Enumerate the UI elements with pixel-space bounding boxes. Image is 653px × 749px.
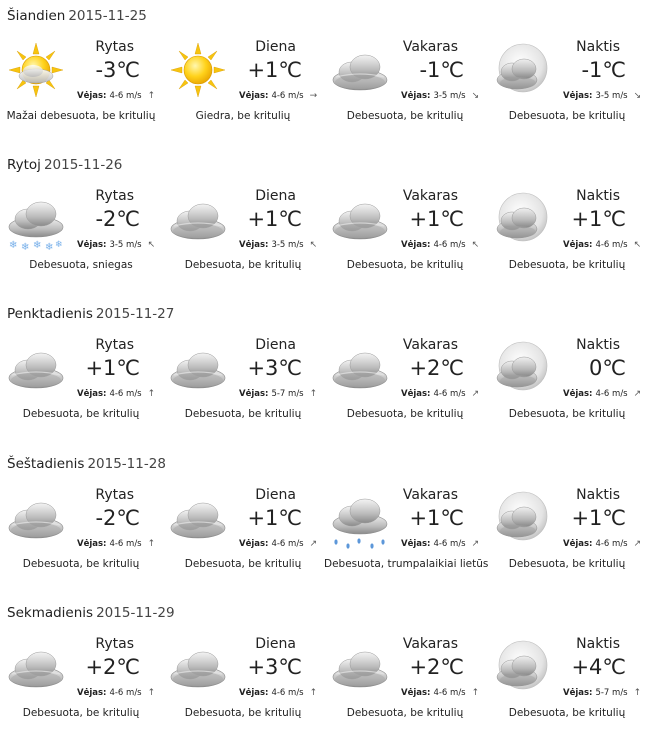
wind-direction-arrow-icon: ↑ (147, 389, 156, 399)
temperature: +1℃ (247, 506, 302, 530)
weather-description: Debesuota, be kritulių (184, 408, 302, 420)
wind-label: Vėjas: (563, 240, 593, 250)
cloud-icon (6, 488, 66, 548)
svg-text:❄: ❄ (21, 242, 30, 253)
forecast-period (324, 149, 486, 299)
svg-text:❄: ❄ (55, 240, 63, 250)
cloud-moon-icon (492, 189, 552, 249)
cloud-icon (168, 189, 228, 249)
period-name: Naktis (576, 39, 620, 55)
wind-speed: 3-5 m/s (595, 91, 628, 101)
forecast-period (0, 298, 162, 448)
day-name: Rytoj (7, 157, 41, 173)
svg-text:❄: ❄ (9, 240, 18, 251)
wind-speed: 4-6 m/s (433, 240, 466, 250)
wind-label: Vėjas: (77, 539, 107, 549)
wind-direction-arrow-icon: ↑ (147, 688, 156, 698)
period-name: Diena (255, 337, 296, 353)
wind-direction-arrow-icon: ↘ (471, 91, 480, 101)
wind-info (77, 688, 155, 698)
wind-speed: 4-6 m/s (595, 240, 628, 250)
wind-label: Vėjas: (77, 240, 107, 250)
cloud-icon (168, 338, 228, 398)
wind-label: Vėjas: (401, 240, 431, 250)
temperature: +1℃ (571, 506, 626, 530)
temperature: -3℃ (95, 58, 140, 82)
wind-info (401, 91, 479, 101)
wind-speed: 4-6 m/s (109, 688, 142, 698)
temperature: +4℃ (571, 655, 626, 679)
wind-direction-arrow-icon: ↗ (471, 539, 480, 549)
wind-speed: 4-6 m/s (433, 539, 466, 549)
wind-label: Vėjas: (401, 91, 431, 101)
temperature: +3℃ (247, 655, 302, 679)
period-name: Naktis (576, 337, 620, 353)
wind-direction-arrow-icon: ↗ (633, 539, 642, 549)
wind-info (401, 389, 479, 399)
day-section (0, 149, 653, 299)
forecast-period (324, 448, 489, 598)
cloud-icon (330, 637, 390, 697)
snow-cloud-icon (6, 193, 66, 253)
weather-description: Debesuota, be kritulių (508, 707, 626, 719)
day-section (0, 448, 653, 598)
wind-speed: 3-5 m/s (271, 240, 304, 250)
wind-info (401, 539, 479, 549)
wind-label: Vėjas: (77, 688, 107, 698)
wind-speed: 3-5 m/s (433, 91, 466, 101)
temperature: -1℃ (419, 58, 464, 82)
forecast-period (486, 298, 648, 448)
wind-speed: 4-6 m/s (433, 389, 466, 399)
forecast-period (162, 149, 324, 299)
weather-description: Mažai debesuota, be kritulių (6, 110, 156, 122)
wind-direction-arrow-icon: ↑ (633, 688, 642, 698)
weather-description: Debesuota, be kritulių (184, 259, 302, 271)
wind-info (77, 539, 155, 549)
wind-speed: 5-7 m/s (271, 389, 304, 399)
wind-info (563, 91, 641, 101)
wind-info (563, 539, 641, 549)
wind-info (239, 389, 317, 399)
wind-direction-arrow-icon: ↗ (471, 389, 480, 399)
forecast-period (162, 448, 324, 598)
weather-description: Debesuota, be kritulių (22, 408, 140, 420)
wind-speed: 3-5 m/s (109, 240, 142, 250)
period-name: Rytas (95, 487, 134, 503)
temperature: +2℃ (85, 655, 140, 679)
wind-speed: 4-6 m/s (271, 688, 304, 698)
day-section (0, 597, 653, 747)
weather-description: Debesuota, be kritulių (184, 558, 302, 570)
temperature: -2℃ (95, 506, 140, 530)
wind-info (563, 389, 641, 399)
day-date: 2015-11-27 (95, 306, 175, 322)
day-date: 2015-11-28 (87, 456, 166, 472)
cloud-icon (6, 338, 66, 398)
temperature: +2℃ (409, 356, 464, 380)
wind-label: Vėjas: (239, 539, 269, 549)
wind-speed: 4-6 m/s (109, 539, 142, 549)
cloud-moon-icon (492, 40, 552, 100)
day-section (0, 0, 653, 150)
temperature: -2℃ (95, 207, 140, 231)
wind-direction-arrow-icon: → (309, 91, 318, 101)
forecast-period (0, 448, 162, 598)
period-name: Diena (255, 636, 296, 652)
forecast-period (324, 298, 486, 448)
period-name: Rytas (95, 188, 134, 204)
wind-info (563, 688, 641, 698)
temperature: +3℃ (247, 356, 302, 380)
wind-direction-arrow-icon: ↗ (309, 539, 318, 549)
period-name: Vakaras (402, 337, 458, 353)
weather-description: Debesuota, be kritulių (508, 558, 626, 570)
cloud-icon (168, 637, 228, 697)
period-name: Diena (255, 39, 296, 55)
wind-direction-arrow-icon: ↖ (147, 240, 156, 250)
weather-description: Debesuota, be kritulių (346, 408, 464, 420)
weather-description: Debesuota, sniegas (29, 259, 133, 271)
weather-description: Debesuota, be kritulių (22, 558, 140, 570)
temperature: +1℃ (85, 356, 140, 380)
period-name: Vakaras (402, 188, 458, 204)
temperature: 0℃ (589, 356, 626, 380)
day-date: 2015-11-29 (96, 605, 175, 621)
wind-direction-arrow-icon: ↑ (471, 688, 480, 698)
period-name: Vakaras (402, 39, 458, 55)
period-name: Rytas (95, 337, 134, 353)
temperature: +2℃ (409, 655, 464, 679)
weather-description: Debesuota, be kritulių (508, 110, 626, 122)
day-name: Šiandien (7, 8, 66, 24)
wind-direction-arrow-icon: ↑ (309, 389, 318, 399)
wind-info (239, 240, 317, 250)
wind-label: Vėjas: (239, 389, 269, 399)
wind-speed: 4-6 m/s (433, 688, 466, 698)
day-section (0, 298, 653, 448)
forecast-period (324, 597, 486, 747)
forecast-period (486, 0, 648, 150)
wind-label: Vėjas: (401, 688, 431, 698)
wind-speed: 4-6 m/s (109, 91, 142, 101)
forecast-period (162, 298, 324, 448)
weather-description: Debesuota, trumpalaikiai lietūs (324, 558, 489, 570)
forecast-period (162, 0, 324, 150)
wind-info (401, 240, 479, 250)
cloud-moon-icon (492, 637, 552, 697)
forecast-period (162, 597, 324, 747)
weather-description: Debesuota, be kritulių (346, 259, 464, 271)
wind-label: Vėjas: (239, 91, 269, 101)
wind-info (77, 389, 155, 399)
cloud-moon-icon (492, 338, 552, 398)
day-date: 2015-11-25 (68, 8, 147, 24)
wind-speed: 4-6 m/s (271, 91, 304, 101)
temperature: -1℃ (581, 58, 626, 82)
wind-info (77, 240, 155, 250)
svg-text:❄: ❄ (45, 242, 54, 253)
wind-label: Vėjas: (239, 240, 269, 250)
cloud-moon-icon (492, 488, 552, 548)
rain-cloud-icon (330, 492, 390, 552)
wind-info (239, 539, 317, 549)
forecast-period (486, 149, 648, 299)
sun-icon (168, 40, 228, 100)
wind-info (239, 91, 317, 101)
wind-label: Vėjas: (77, 389, 107, 399)
wind-direction-arrow-icon: ↗ (633, 389, 642, 399)
weather-description: Debesuota, be kritulių (346, 110, 464, 122)
forecast-period (486, 448, 648, 598)
wind-label: Vėjas: (401, 389, 431, 399)
forecast-period (0, 597, 162, 747)
wind-speed: 4-6 m/s (109, 389, 142, 399)
wind-speed: 4-6 m/s (595, 539, 628, 549)
wind-direction-arrow-icon: ↖ (471, 240, 480, 250)
forecast-period (0, 149, 162, 299)
day-name: Sekmadienis (7, 605, 94, 621)
wind-label: Vėjas: (563, 688, 593, 698)
period-name: Naktis (576, 636, 620, 652)
wind-direction-arrow-icon: ↖ (309, 240, 318, 250)
temperature: +1℃ (247, 207, 302, 231)
day-date: 2015-11-26 (43, 157, 123, 173)
wind-direction-arrow-icon: ↑ (147, 91, 156, 101)
temperature: +1℃ (247, 58, 302, 82)
partly-cloudy-sun-icon (6, 40, 66, 100)
period-name: Vakaras (402, 487, 458, 503)
period-name: Rytas (95, 636, 134, 652)
cloud-icon (330, 40, 390, 100)
svg-text:❄: ❄ (33, 240, 42, 251)
weather-description: Debesuota, be kritulių (184, 707, 302, 719)
period-name: Rytas (95, 39, 134, 55)
temperature: +1℃ (571, 207, 626, 231)
forecast-period (324, 0, 486, 150)
weather-description: Debesuota, be kritulių (346, 707, 464, 719)
temperature: +1℃ (409, 207, 464, 231)
cloud-icon (330, 338, 390, 398)
cloud-icon (330, 189, 390, 249)
wind-direction-arrow-icon: ↑ (309, 688, 318, 698)
wind-label: Vėjas: (563, 91, 593, 101)
forecast-period (486, 597, 648, 747)
temperature: +1℃ (409, 506, 464, 530)
wind-direction-arrow-icon: ↖ (633, 240, 642, 250)
cloud-icon (168, 488, 228, 548)
wind-label: Vėjas: (239, 688, 269, 698)
forecast-period (0, 0, 162, 150)
wind-speed: 5-7 m/s (595, 688, 628, 698)
day-name: Penktadienis (7, 306, 93, 322)
period-name: Diena (255, 487, 296, 503)
period-name: Naktis (576, 487, 620, 503)
day-name: Šeštadienis (7, 456, 85, 472)
wind-label: Vėjas: (563, 539, 593, 549)
wind-label: Vėjas: (77, 91, 107, 101)
wind-direction-arrow-icon: ↑ (147, 539, 156, 549)
period-name: Diena (255, 188, 296, 204)
cloud-icon (6, 637, 66, 697)
wind-speed: 4-6 m/s (271, 539, 304, 549)
weather-description: Debesuota, be kritulių (508, 408, 626, 420)
wind-info (77, 91, 155, 101)
wind-label: Vėjas: (401, 539, 431, 549)
wind-direction-arrow-icon: ↘ (633, 91, 642, 101)
weather-description: Debesuota, be kritulių (22, 707, 140, 719)
weather-description: Debesuota, be kritulių (508, 259, 626, 271)
period-name: Naktis (576, 188, 620, 204)
weather-description: Giedra, be kritulių (195, 110, 291, 122)
wind-speed: 4-6 m/s (595, 389, 628, 399)
wind-label: Vėjas: (563, 389, 593, 399)
period-name: Vakaras (402, 636, 458, 652)
wind-info (239, 688, 317, 698)
wind-info (563, 240, 641, 250)
wind-info (401, 688, 479, 698)
